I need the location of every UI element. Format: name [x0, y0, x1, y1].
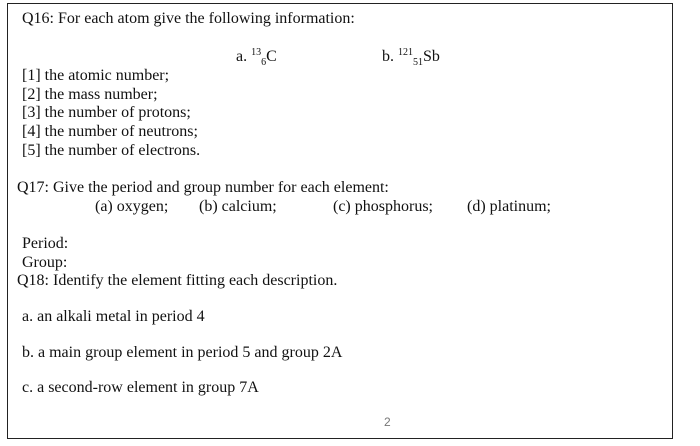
q16-item: [3] the number of protons; — [22, 104, 191, 121]
q16-title: Q16: For each atom give the following information: — [22, 10, 355, 27]
atom-a-label: a. — [236, 48, 248, 65]
q18-item: c. a second-row element in group 7A — [22, 379, 259, 396]
q17-element-phosphorus: (c) phosphorus; — [333, 198, 433, 215]
period-label: Period: — [22, 235, 69, 252]
atom-a-number: 6 — [261, 57, 267, 68]
q16-item: [5] the number of electrons. — [22, 142, 201, 159]
group-label: Group: — [22, 254, 68, 271]
page-number: 2 — [384, 415, 391, 429]
atom-b-symbol: Sb — [423, 48, 440, 65]
q18-item: a. an alkali metal in period 4 — [22, 308, 205, 325]
atom-a-mass: 13 — [251, 47, 262, 58]
q18-title: Q18: Identify the element fitting each description. — [17, 272, 338, 289]
atom-a-symbol: C — [266, 48, 277, 65]
q17-element-oxygen: (a) oxygen; — [95, 198, 169, 215]
q17-element-platinum: (d) platinum; — [467, 198, 551, 215]
q18-item: b. a main group element in period 5 and group 2A — [22, 344, 343, 361]
q16-item: [1] the atomic number; — [22, 67, 170, 84]
q17-title: Q17: Give the period and group number for each element: — [17, 179, 389, 196]
q17-element-calcium: (b) calcium; — [199, 198, 277, 215]
atom-b-number: 51 — [413, 57, 423, 68]
atom-b — [382, 48, 440, 68]
q16-item: [2] the mass number; — [22, 86, 158, 103]
atom-b-label: b. — [382, 48, 394, 65]
atom-a — [236, 48, 277, 68]
atom-b-mass: 121 — [398, 47, 413, 58]
q16-item: [4] the number of neutrons; — [22, 123, 198, 140]
